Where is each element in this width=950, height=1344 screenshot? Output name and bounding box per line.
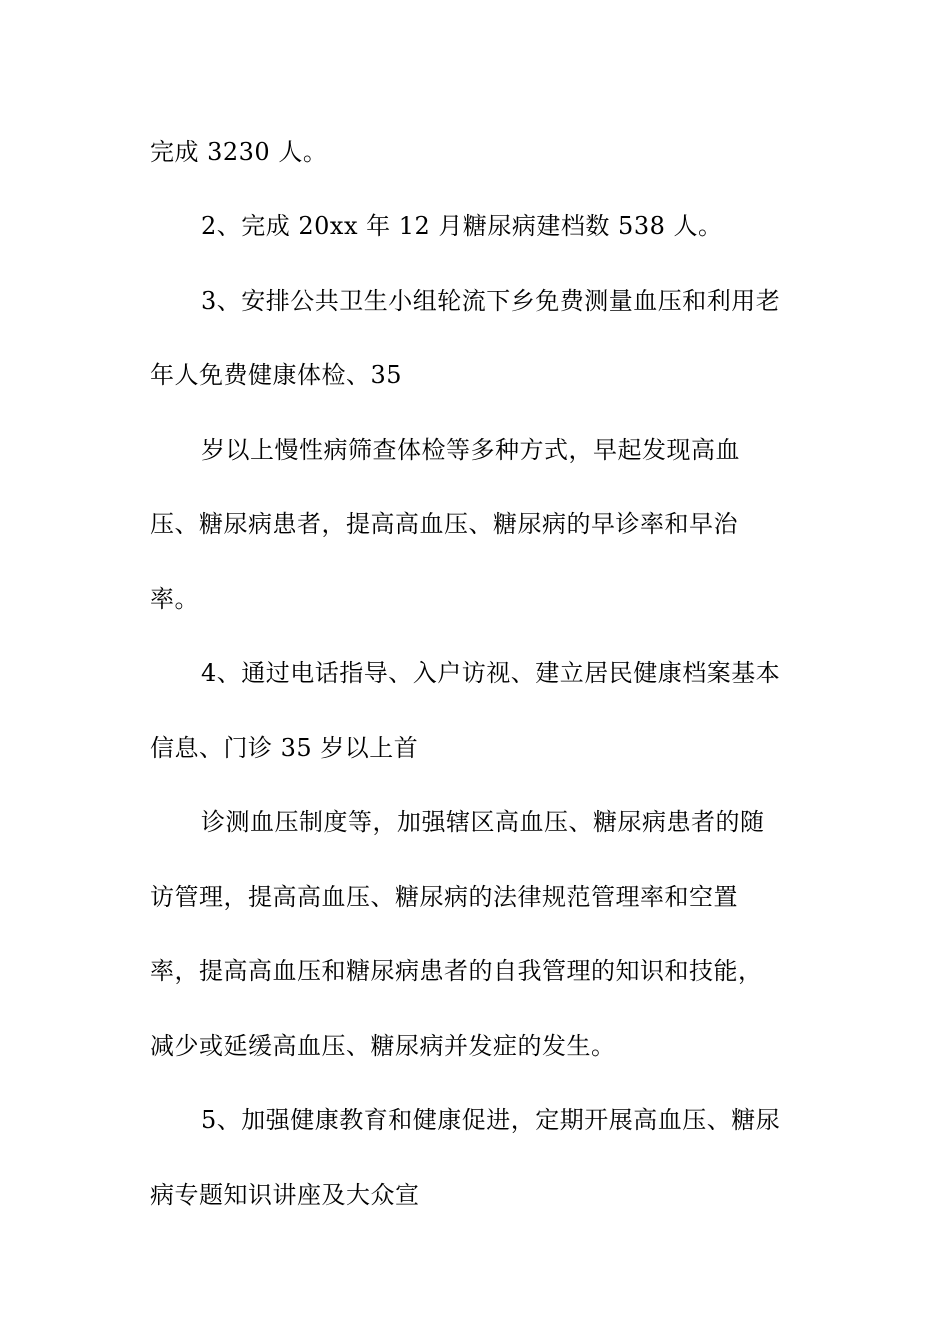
text-line: 信息、门诊 35 岁以上首 — [150, 734, 419, 762]
text-line: 年人免费健康体检、35 — [150, 361, 403, 389]
text-line: 岁以上慢性病筛查体检等多种方式，早起发现高血 — [201, 436, 740, 464]
text-line: 2、完成 20xx 年 12 月糖尿病建档数 538 人。 — [201, 212, 723, 240]
text-line: 4、通过电话指导、入户访视、建立居民健康档案基本 — [201, 659, 781, 687]
text-line: 访管理，提高高血压、糖尿病的法律规范管理率和空置 — [150, 883, 738, 911]
text-line: 完成 3230 人。 — [150, 138, 328, 166]
text-line: 5、加强健康教育和健康促进，定期开展高血压、糖尿 — [201, 1106, 781, 1134]
text-line: 病专题知识讲座及大众宣 — [150, 1181, 420, 1209]
text-line: 减少或延缓高血压、糖尿病并发症的发生。 — [150, 1032, 616, 1060]
text-line: 诊测血压制度等，加强辖区高血压、糖尿病患者的随 — [201, 808, 765, 836]
text-line: 压、糖尿病患者，提高高血压、糖尿病的早诊率和早治 — [150, 510, 738, 538]
text-line: 率，提高高血压和糖尿病患者的自我管理的知识和技能， — [150, 957, 763, 985]
text-line: 率。 — [150, 585, 199, 613]
text-line: 3、安排公共卫生小组轮流下乡免费测量血压和利用老 — [201, 287, 781, 315]
